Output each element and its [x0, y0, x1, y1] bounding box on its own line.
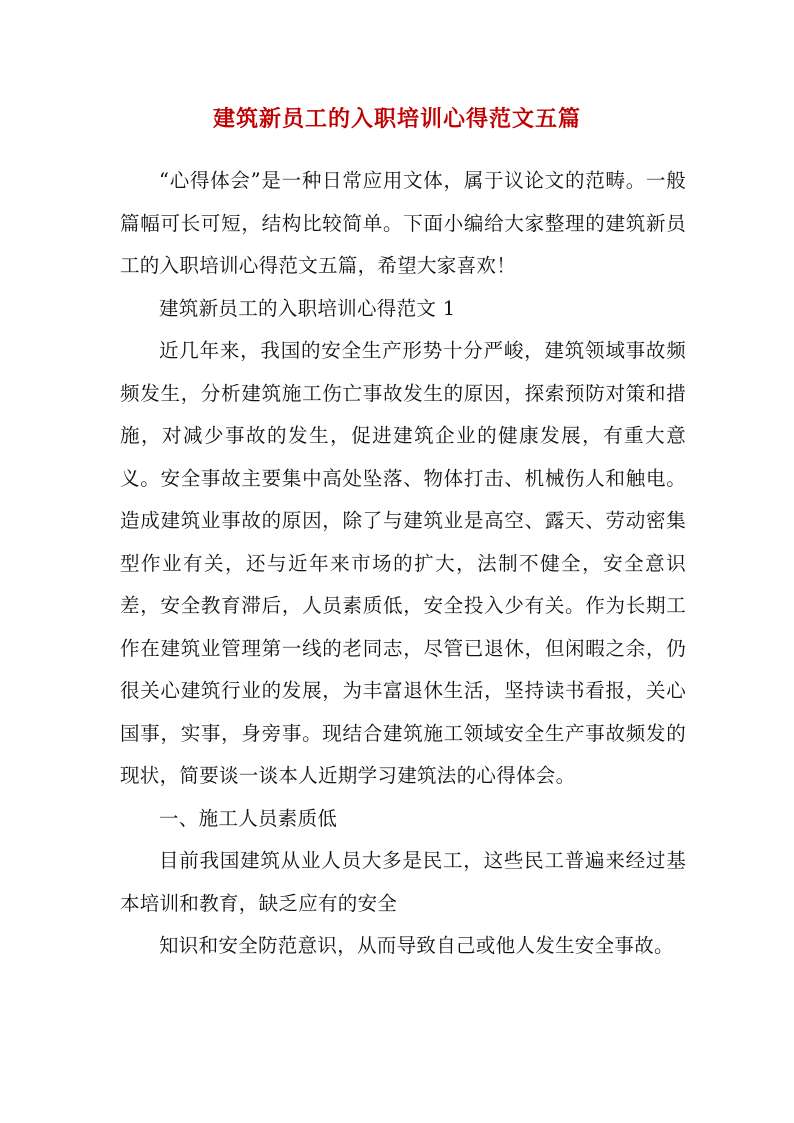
- intro-paragraph: “心得体会”是一种日常应用文体，属于议论文的范畴。一般篇幅可长可短，结构比较简单。下面小编给大家整理的建筑新员工的入职培训心得范文五篇，希望大家喜欢！: [120, 169, 686, 277]
- essay-1-paragraph: 近几年来，我国的安全生产形势十分严峻，建筑领域事故频频发生，分析建筑施工伤亡事故发生的原因，探索预防对策和措施，对减少事故的发生，促进建筑企业的健康发展，有重大意义。安全事故主要集中高处坠落、物体打击、机械伤人和触电。造成建筑业事故的原因，除了与建筑业是高空、露天、劳动密集型作业有关，还与近年来市场的扩大，法制不健全，安全意识差，安全教育滞后，人员素质低，安全投入少有关。作为长期工作在建筑业管理第一线的老同志，尽管已退休，但闲暇之余，仍很关心建筑行业的发展，为丰富退休生活，坚持读书看报，关心国事，实事，身旁事。现结合建筑施工领域安全生产事故频发的现状，简要谈一谈本人近期学习建筑法的心得体会。: [120, 339, 686, 787]
- document-body: [120, 160, 686, 968]
- workers-paragraph: 目前我国建筑从业人员大多是民工，这些民工普遍来经过基本培训和教育，缺乏应有的安全: [120, 849, 686, 915]
- document-title: 建筑新员工的入职培训心得范文五篇: [212, 106, 581, 132]
- safety-knowledge-paragraph: 知识和安全防范意识，从而导致自己或他人发生安全事故。: [159, 934, 674, 957]
- section-heading-essay-1: 建筑新员工的入职培训心得范文 1: [159, 296, 456, 320]
- subheading-low-quality-workers: 一、施工人员素质低: [159, 806, 338, 830]
